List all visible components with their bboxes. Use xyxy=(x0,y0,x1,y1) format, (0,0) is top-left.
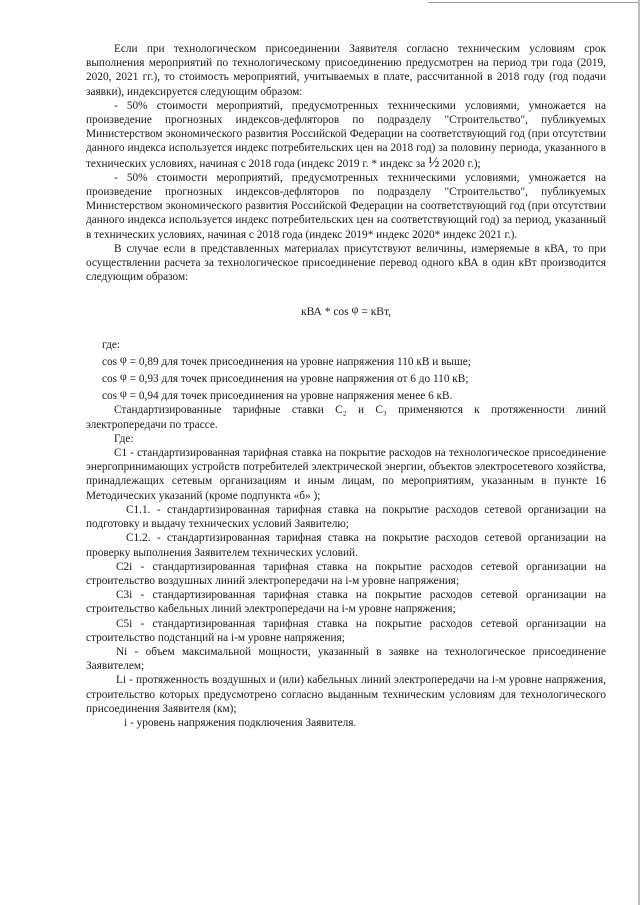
paragraph-50-percent-first-text: - 50% стоимости мероприятий, предусмотренных техническими условиями, умножается на произведение прогнозных индексов-дефляторов по подразделу "Строительство", публикуемых Министерством экономического развития Российской Федерации на соответствующий год (при отсутствии данного индекса используется индекс потребительских цен на 2018 год) за половину периода, указанного в технических условиях, начиная с 2018 года xyxy=(86,99,606,170)
cos-value-6-110: = 0,93 для точек присоединения на уровне напряжения от 6 до 110 кВ; xyxy=(129,373,469,386)
definition-i: i - уровень напряжения подключения Заявителя. xyxy=(124,716,357,729)
index-formula-end: 2020 г.); xyxy=(442,157,481,170)
paragraph-50-percent-first xyxy=(86,99,606,171)
definition-c2i: C2i - стандартизированная тарифная ставка на покрытие расходов сетевой организации на строительство воздушных линий электропередачи на i-м уровне напряжения; xyxy=(86,560,606,587)
formula-left: кВА * cos xyxy=(300,306,349,319)
formula-right: = кВт, xyxy=(361,306,391,319)
conversion-formula xyxy=(86,302,606,319)
phi-symbol: φ xyxy=(119,386,127,401)
where-label-2: Где: xyxy=(114,432,134,445)
paragraph-50-percent-second: - 50% стоимости мероприятий, предусмотренных техническими условиями, умножается на произведение прогнозных индексов-дефляторов по подразделу "Строительство", публикуемых Министерством экономического развития Российской Федерации на соответствующий год (при отсутствии данного индекса используется индекс потребительских цен на соответствующий год) за период, указанный в технических условиях, начиная с 2018 года (индекс 2019* индекс 2020* индекс 2021 г.). xyxy=(86,171,606,241)
cos-line-110 xyxy=(102,352,606,369)
cos-value-110: = 0,89 для точек присоединения на уровне напряжения 110 кВ и выше; xyxy=(129,355,471,368)
paragraph-c2-c3-rates: Стандартизированные тарифные ставки C₂ и C₃ применяются к протяженности линий электропередачи по трассе. xyxy=(86,404,606,431)
scan-artifact-line xyxy=(428,2,640,3)
document-page xyxy=(86,42,606,730)
where-label: где: xyxy=(102,338,120,351)
cos-label: cos xyxy=(102,355,118,368)
paragraph-kva-conversion: В случае если в представленных материалах присутствуют величины, измеряемые в кВА, то при осуществлении расчета за технологическое присоединение перевод одного кВА в один кВт производится следующим образом: xyxy=(86,242,606,284)
definition-c1: С1 - стандартизированная тарифная ставка на покрытие расходов на технологическое присоединение энергопринимающих устройств потребителей электрической энергии, объектов электросетевого хозяйства, принадлежащих сетевым организациям и иным лицам, по мероприятиям, указанным в пункте 16 Методических указаний (кроме подпункта «б» ); xyxy=(86,447,606,502)
cos-label: cos xyxy=(102,373,118,386)
cos-line-6-110 xyxy=(102,369,606,386)
cos-label: cos xyxy=(102,390,118,403)
definition-c3i: C3i - стандартизированная тарифная ставка на покрытие расходов сетевой организации на строительство кабельных линий электропередачи на i-м уровне напряжения; xyxy=(86,589,606,616)
definition-c5i: C5i - стандартизированная тарифная ставка на покрытие расходов сетевой организации на строительство подстанций на i-м уровне напряжения; xyxy=(86,617,606,644)
phi-symbol: φ xyxy=(119,369,127,384)
definition-ni: Ni - объем максимальной мощности, указанный в заявке на технологическое присоединение Заявителем; xyxy=(86,645,606,673)
cos-value-below-6: = 0,94 для точек присоединения на уровне напряжения менее 6 кВ. xyxy=(129,390,453,403)
definition-li: Li - протяженность воздушных и (или) кабельных линий электропередачи на i-м уровне напряжения, строительство которых предусмотрено согласно выданным техническим условиям для технологического присоединения Заявителя (км); xyxy=(86,674,606,715)
index-formula-start: (индекс 2019 г. * индекс за xyxy=(297,157,426,170)
paragraph-indexation-intro: Если при технологическом присоединении Заявителя согласно техническим условиям срок выполнения мероприятий по технологическому присоединению предусмотрен на период три года (2019, 2020, 2021 гг.), то стоимость мероприятий, учитываемых в плате, рассчитанной в 2018 году (год подачи заявки), индексируется следующим образом: xyxy=(86,43,606,98)
phi-symbol: φ xyxy=(119,351,127,366)
half-fraction: ½ xyxy=(428,154,440,171)
phi-symbol: φ xyxy=(351,302,359,317)
cos-line-below-6 xyxy=(102,386,606,403)
definition-c1-1: С1.1. - стандартизированная тарифная ставка на покрытие расходов сетевой организации на подготовку и выдачу технических условий Заявителю; xyxy=(86,503,606,531)
definition-c1-2: С1.2. - стандартизированная тарифная ставка на покрытие расходов сетевой организации на проверку выполнения Заявителем технических условий. xyxy=(86,532,606,559)
